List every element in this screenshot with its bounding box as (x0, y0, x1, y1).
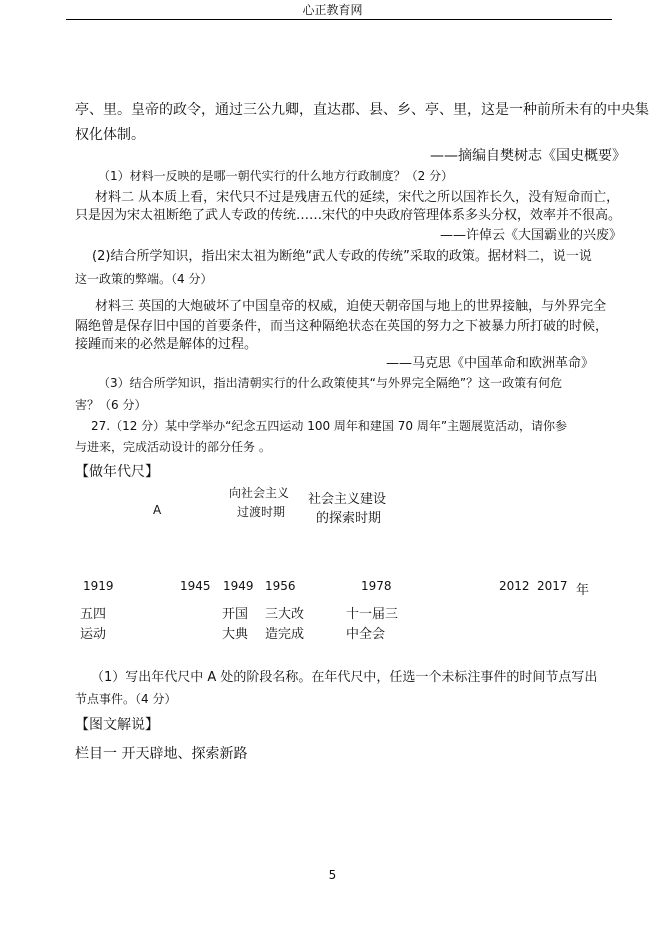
timeline-year: 2012 (499, 579, 530, 593)
timeline-year-unit: 年 (576, 583, 590, 598)
question-27-1-line: 节点事件。（4 分） (75, 692, 177, 706)
question-2-line: 这一政策的弊端。（4 分） (75, 272, 213, 286)
timeline-year: 1919 (83, 579, 114, 593)
timeline-event: 十一届三 (346, 607, 399, 622)
paragraph-line: 亭、里。皇帝的政令，通过三公九卿，直达郡、县、乡、亭、里，这是一种前所未有的中央集 (75, 102, 649, 118)
material-3-line: 材料三 英国的大炮破坏了中国皇帝的权威，迫使天朝帝国与地上的世界接触，与外界完全 (95, 299, 607, 314)
source-citation: ——马克思《中国革命和欧洲革命》 (386, 356, 595, 371)
page-header-title: 心正教育网 (302, 3, 363, 17)
timeline-event: 大典 (222, 627, 249, 642)
paragraph-line: 权化体制。 (75, 127, 145, 143)
timeline-period-transition: 过渡时期 (237, 505, 286, 519)
timeline-event: 运动 (80, 627, 107, 642)
timeline-event: 五四 (80, 607, 107, 622)
question-2-line: (2)结合所学知识，指出宋太祖为断绝“武人专政的传统”采取的政策。据材料二，说一说 (92, 249, 592, 264)
timeline-event: 造完成 (265, 627, 305, 642)
column-1-title: 栏目一 开天辟地、探索新路 (75, 746, 248, 762)
timeline-period-explore: 社会主义建设 (308, 492, 387, 507)
material-2-line: 只是因为宋太祖断绝了武人专政的传统……宋代的中央政府管理体系多头分权，效率并不很高。 (75, 208, 622, 223)
page-number: 5 (328, 868, 337, 882)
timeline-period-explore: 的探索时期 (316, 511, 382, 526)
timeline-year: 1949 (223, 579, 254, 593)
timeline-year: 1956 (265, 579, 296, 593)
material-3-line: 隔绝曾是保存旧中国的首要条件，而当这种隔绝状态在英国的努力之下被暴力所打破的时候， (75, 319, 609, 334)
timeline-year: 1945 (180, 579, 211, 593)
timeline-event: 开国 (222, 607, 249, 622)
section-heading-timeline: 【做年代尺】 (75, 464, 159, 480)
question-27-line: 27.（12 分）某中学举办“纪念五四运动 100 周年和建国 70 周年”主题展览活动，请你参 (91, 419, 568, 433)
timeline-year: 2017 (537, 579, 568, 593)
question-27-1-line: （1）写出年代尺中 A 处的阶段名称。在年代尺中，任选一个未标注事件的时间节点写出 (91, 670, 598, 685)
timeline-period-transition: 向社会主义 (229, 486, 290, 500)
question-3-line: 害？（6 分） (75, 398, 147, 412)
timeline-event: 三大改 (265, 607, 305, 622)
timeline-event: 中全会 (346, 627, 386, 642)
material-2-line: 材料二 从本质上看，宋代只不过是残唐五代的延续，宋代之所以国祚长久，没有短命而亡， (95, 190, 620, 205)
question-1: （1）材料一反映的是哪一朝代实行的什么地方行政制度？（2 分） (98, 169, 454, 183)
timeline-period-a: A (153, 503, 162, 517)
question-3-line: （3）结合所学知识，指出清朝实行的什么政策使其“与外界完全隔绝”？这一政策有何危 (98, 376, 563, 390)
header-divider (66, 19, 612, 20)
timeline-year: 1978 (361, 579, 392, 593)
section-heading-interpret: 【图文解说】 (75, 717, 159, 733)
source-citation: ——许倬云《大国霸业的兴废》 (440, 228, 623, 243)
question-27-line: 与进来，完成活动设计的部分任务 。 (75, 440, 271, 454)
source-citation: ——摘编自樊树志《国史概要》 (430, 148, 626, 164)
material-3-line: 接踵而来的必然是解体的过程。 (75, 337, 258, 352)
